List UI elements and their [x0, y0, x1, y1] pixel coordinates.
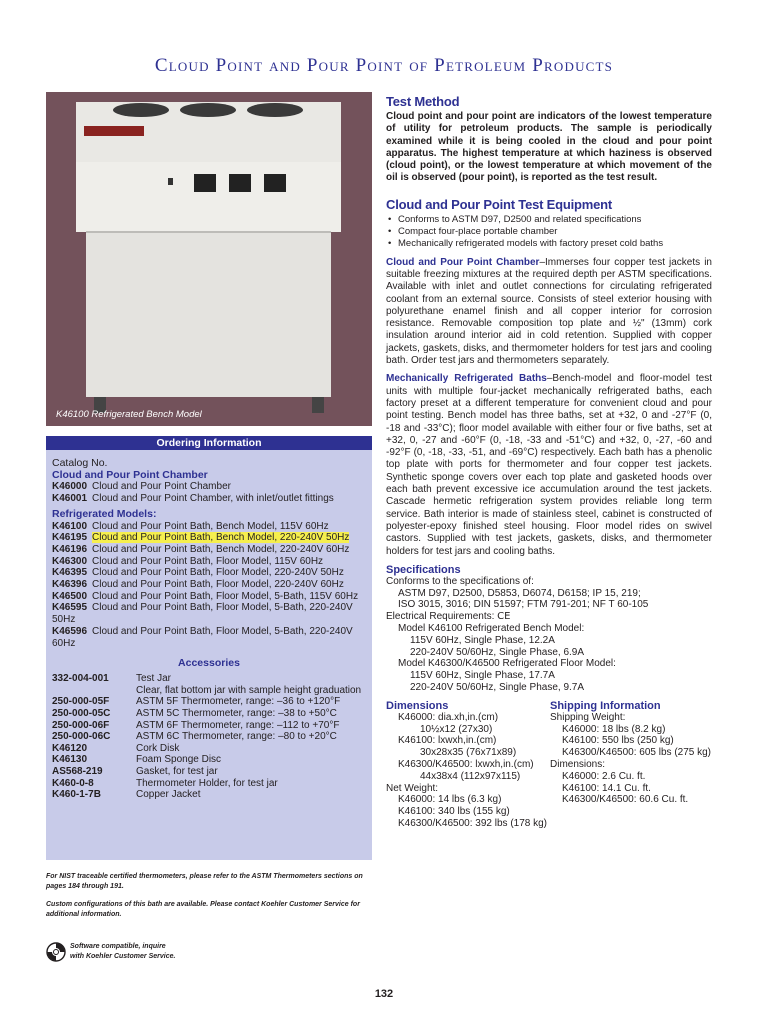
software-cd-icon	[46, 942, 66, 962]
list-item: • Compact four-place portable chamber	[398, 226, 712, 238]
baths-paragraph: Mechanically Refrigerated Baths–Bench-model and floor-model test units with multiple four-jacket mechanically refrigerated baths, each factory preset at a different temperature for convenient cloud and pour point testing. Bench model has three baths, set at +32, 0 and -27°F (0, -18 and -33°C); floor model available with either four or five baths, set at +32, 0, -27 and -60°F (0, -18, -33 and -51°C) and +32, 0, -27, -60 and -92°F (0, -18, -33, -51, and -69°C) respectively. Each bath has a phenolic top plate with ports for thermometer and four copper test jackets. Synthetic sponge covers over each top plate and gasketed hoods over each bath prevent excessive ice accumulation around the test jackets. Cascade hermetic refrigeration system provides reliable long term service. Bath interior is made of stainless steel, cabinet is constructed of polyester-epoxy finished steel housing. Floor model rides on swivel castors. Supplied with test jackets, gaskets, disks, and thermometer holders for test jars and cooling baths.	[386, 373, 712, 557]
test-method-heading: Test Method	[386, 94, 460, 109]
list-item: 250-000-05C ASTM 5C Thermometer, range: –38 to +50°C	[52, 708, 337, 720]
list-item: K46196 Cloud and Pour Point Bath, Bench Model, 220-240V 60Hz	[52, 543, 350, 555]
list-item: • Conforms to ASTM D97, D2500 and related specifications	[398, 214, 712, 226]
list-item: K46596 Cloud and Pour Point Bath, Floor Model, 5-Bath, 220-240V 60Hz	[52, 625, 353, 649]
list-item: 250-000-06F ASTM 6F Thermometer, range: –112 to +70°F	[52, 719, 340, 731]
list-item: K46500 Cloud and Pour Point Bath, Floor Model, 5-Bath, 115V 60Hz	[52, 590, 359, 602]
spec-line: Conforms to the specifications of:	[386, 575, 534, 587]
list-item: 250-000-06C ASTM 6C Thermometer, range: –80 to +20°C	[52, 731, 337, 743]
list-item: Clear, flat bottom jar with sample height graduation	[136, 684, 362, 696]
nist-note: For NIST traceable certified thermometers, please refer to the ASTM Thermometers sections on pages 184 through 191.	[46, 873, 363, 890]
test-method-text: Cloud point and pour point are indicators of the lowest temperature of utility for petroleum products. The sample is periodically examined while it is being cooled in the cloud and pour point apparatus. The highest temperature at which haziness is observed (cloud point), or the lowest temperature at which movement of the oil is observed (pour point), is reported as the test result.	[386, 111, 712, 184]
list-item: 332-004-001 Test Jar	[52, 673, 172, 685]
feature-list	[386, 214, 712, 251]
highlighted-text: Cloud and Pour Point Bath, Bench Model, 220-240V 50Hz	[92, 532, 350, 544]
shipping-column: Shipping Information Shipping Weight: K46000: 18 lbs (8.2 kg) K46100: 550 lbs (250 kg) K46300/K46500: 605 lbs (275 kg) Dimensions: K46000: 2.6 Cu. ft. K46100: 14.1 Cu. ft. K46300/K46500: 60.6 Cu. ft.	[550, 700, 720, 806]
photo-caption: K46100 Refrigerated Bench Model	[56, 409, 202, 420]
list-item: K46100 Cloud and Pour Point Bath, Bench Model, 115V 60Hz	[52, 520, 329, 532]
spec-line: Model K46300/K46500 Refrigerated Floor Model:	[398, 658, 616, 670]
list-item: K46300 Cloud and Pour Point Bath, Floor Model, 115V 60Hz	[52, 555, 324, 567]
spec-line: ASTM D97, D2500, D5853, D6074, D6158; IP 15, 219;	[398, 587, 641, 599]
shipping-heading: Shipping Information	[550, 699, 661, 712]
page-title: Cloud Point and Pour Point of Petroleum Products	[154, 55, 614, 76]
chamber-heading: Cloud and Pour Point Chamber	[52, 468, 208, 481]
spec-line: ISO 3015, 3016; DIN 51597; FTM 791-201; NF T 60-105	[398, 599, 649, 611]
list-item: K46000 Cloud and Pour Point Chamber	[52, 481, 231, 493]
dimensions-heading: Dimensions	[386, 699, 449, 712]
refrigerated-bath-illustration	[46, 92, 372, 426]
page-number: 132	[374, 988, 394, 1000]
spec-line: 115V 60Hz, Single Phase, 17.7A	[410, 670, 555, 682]
spec-line: 115V 60Hz, Single Phase, 12.2A	[410, 634, 555, 646]
list-item: K460-1-7B Copper Jacket	[52, 789, 201, 801]
spec-line: Model K46100 Refrigerated Bench Model:	[398, 622, 585, 634]
list-item: K46001 Cloud and Pour Point Chamber, with inlet/outlet fittings	[52, 493, 334, 505]
list-item: K46595 Cloud and Pour Point Bath, Floor Model, 5-Bath, 220-240V 50Hz	[52, 602, 353, 626]
ordering-information-box	[46, 436, 372, 860]
spec-line: 220-240V 50/60Hz, Single Phase, 6.9A	[410, 646, 585, 658]
catalog-label: Catalog No.	[52, 457, 108, 469]
refrig-heading: Refrigerated Models:	[52, 507, 157, 520]
chamber-paragraph: Cloud and Pour Point Chamber–Immerses four copper test jackets in suitable freezing mixtures at the required depth per ASTM specifications. Available with inlet and outlet connections for circulating refrigerated coolant from an external source. Consists of steel exterior housing with polyurethane enamel finish and all copper interior for corrosion resistance. Removable composition top plate and ½" (13mm) cork insulation around interior aid in cold retention. Supplied with copper jackets, gaskets, disks, and thermometer holders for test jars and cooling bath. Order test jars and thermometers separately.	[386, 256, 712, 367]
footnotes	[46, 872, 372, 920]
spec-line: Electrical Requirements: CE	[386, 611, 511, 623]
ordering-heading: Ordering Information	[46, 436, 372, 450]
list-item: K46195 Cloud and Pour Point Bath, Bench Model, 220-240V 50Hz	[52, 532, 350, 544]
list-item: K460-0-8 Thermometer Holder, for test jar	[52, 777, 278, 789]
dimensions-column: Dimensions K46000: dia.xh,in.(cm) 10½x12 (27x30) K46100: lxwxh,in.(cm) 30x28x35 (76x71x89) K46300/K46500: lxwxh,in.(cm) 44x38x4 (112x97x115) Net Weight: K46000: 14 lbs (6.3 kg) K46100: 340 lbs (155 kg) K46300/K46500: 392 lbs (178 kg)	[386, 700, 556, 830]
list-item: K46120 Cork Disk	[52, 742, 180, 754]
list-item: AS568-219 Gasket, for test jar	[52, 766, 218, 777]
equipment-heading: Cloud and Pour Point Test Equipment	[386, 196, 613, 212]
list-item: 250-000-05F ASTM 5F Thermometer, range: –36 to +120°F	[52, 696, 341, 708]
list-item: K46396 Cloud and Pour Point Bath, Floor Model, 220-240V 60Hz	[52, 579, 344, 591]
ce-mark: CE	[497, 611, 511, 623]
custom-note: Custom configurations of this bath are available. Please contact Koehler Customer Service for additional information.	[46, 901, 360, 918]
spec-line: 220-240V 50/60Hz, Single Phase, 9.7A	[410, 681, 585, 693]
product-photo	[46, 92, 372, 426]
list-item: • Mechanically refrigerated models with factory preset cold baths	[398, 238, 712, 250]
list-item: K46130 Foam Sponge Disc	[52, 754, 222, 766]
specifications-heading: Specifications	[386, 563, 461, 576]
dimensions-shipping	[386, 700, 712, 860]
software-note: Software compatible, inquire with Koehler Customer Service.	[70, 943, 176, 960]
accessories-heading: Accessories	[178, 657, 240, 670]
list-item: K46395 Cloud and Pour Point Bath, Floor Model, 220-240V 50Hz	[52, 567, 344, 579]
right-column	[386, 94, 712, 860]
